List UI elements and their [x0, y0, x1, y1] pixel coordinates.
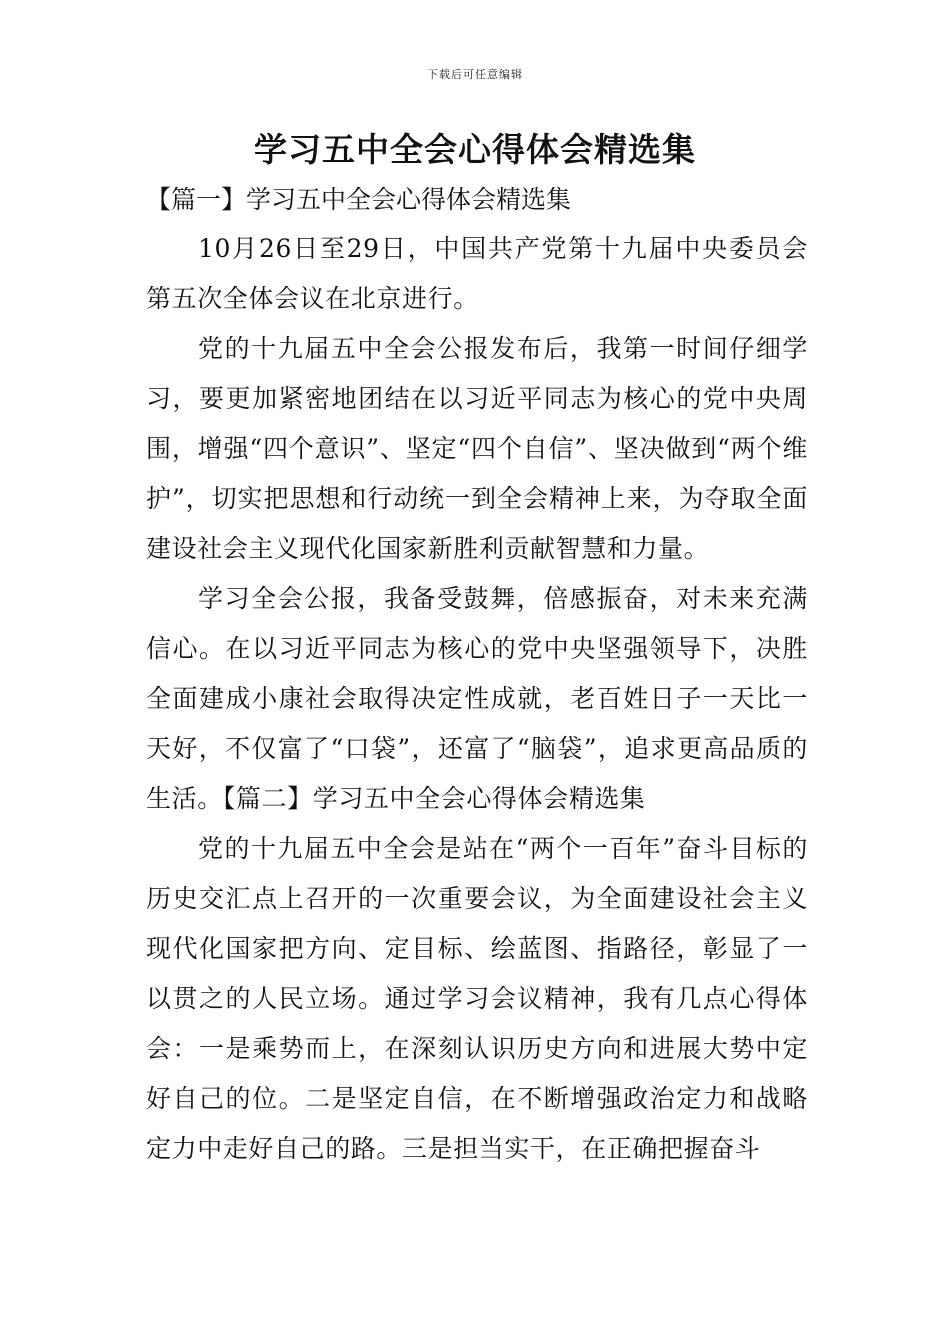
section-heading-1: 【篇一】学习五中全会心得体会精选集: [146, 185, 572, 214]
document-title: 学习五中全会心得体会精选集: [254, 130, 696, 169]
section-heading-2: 【篇二】学习五中全会心得体会精选集: [222, 784, 646, 813]
paragraph-4: 党的十九届五中全会是站在“两个一百年”奋斗目标的历史交汇点上召开的一次重要会议，为全面建设社会主义现代化国家把方向、定目标、绘蓝图、指路径，彰显了一以贯之的人民立场。通过学习会议精神，我有几点心得体会：一是乘势而上，在深刻认识历史方向和进展大势中定好自己的位。二是坚定自信，在不断增强政治定力和战略定力中走好自己的路。三是担当实干，在正确把握奋斗: [146, 834, 808, 1163]
paragraph-2: 党的十九届五中全会公报发布后，我第一时间仔细学习，要更加紧密地团结在以习近平同志为核心的党中央周围，增强“四个意识”、坚定“四个自信”、坚决做到“两个维护”，切实把思想和行动统一到全会精神上来，为夺取全面建设社会主义现代化国家新胜利贡献智慧和力量。: [146, 334, 808, 563]
paragraph-1: 10月26日至29日，中国共产党第十九届中央委员会第五次全体会议在北京进行。: [146, 234, 808, 313]
header-note: 下载后可任意编辑: [427, 68, 523, 81]
paragraph-3-text: 学习全会公报，我备受鼓舞，倍感振奋，对未来充满信心。在以习近平同志为核心的党中央坚强领导下，决胜全面建成小康社会取得决定性成就，老百姓日子一天比一天好，不仅富了“口袋”，还富了“脑袋”，追求更高品质的生活。: [146, 584, 808, 813]
document-body: [146, 176, 808, 1174]
paragraph-3: [146, 574, 808, 824]
